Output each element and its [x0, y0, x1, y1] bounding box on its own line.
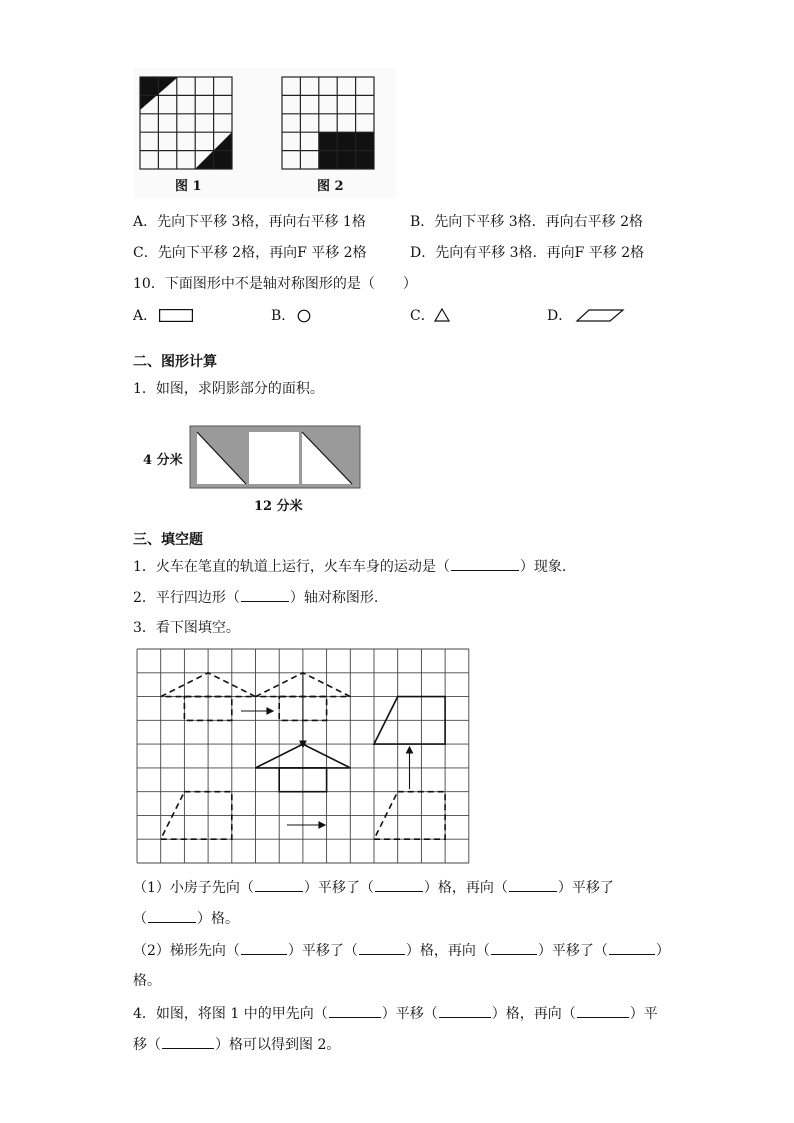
q10-option-a: A．	[133, 308, 158, 324]
q3-2-blank-1[interactable]	[241, 940, 287, 955]
q3-1-blank-4[interactable]	[148, 908, 196, 923]
q3-1-blank-2[interactable]	[375, 877, 423, 892]
q3-1-text-e: （	[133, 911, 147, 927]
triangle-shape-icon	[434, 308, 450, 322]
section-3-q3: 3．看下图填空。	[133, 620, 240, 636]
q4-text-a: 4．如图，将图 1 中的甲先向（	[133, 1006, 328, 1022]
q3-2-text-d: ）平移了（	[537, 943, 608, 959]
figure-1-caption: 图 1	[175, 179, 202, 194]
q3-sub1-line1	[133, 877, 614, 898]
parallelogram-shape-icon	[576, 309, 624, 322]
q10-option-d: D．	[547, 308, 573, 324]
q2-text-before: 2．平行四边形（	[133, 590, 240, 606]
q10-option-c: C．	[410, 308, 435, 324]
q3-1-text-a: （1）小房子先向（	[133, 880, 254, 896]
section-3-q2	[133, 587, 378, 608]
q9-option-c: C．先向下平移 2格，再向F 平移 2格	[133, 245, 367, 261]
q4-text-e: 移（	[133, 1037, 161, 1053]
q4-text-f: ）格可以得到图 2。	[215, 1037, 341, 1053]
width-label: 12 分米	[254, 499, 303, 514]
shaded-area-figure	[190, 426, 360, 488]
q3-sub2-line1	[133, 940, 670, 961]
q3-sub2-line2: 格。	[133, 973, 161, 989]
q4-text-c: ）格，再向（	[491, 1006, 576, 1022]
section-2-q1: 1．如图，求阴影部分的面积。	[133, 381, 324, 397]
q3-2-blank-4[interactable]	[609, 940, 655, 955]
q4-blank-4[interactable]	[162, 1034, 214, 1049]
q3-1-text-f: ）格。	[197, 911, 239, 927]
q3-2-text-c: ）格，再向（	[405, 943, 490, 959]
section-3-q4-line2	[133, 1034, 340, 1055]
height-label: 4 分米	[143, 453, 183, 468]
q3-1-blank-3[interactable]	[509, 877, 557, 892]
q4-blank-2[interactable]	[439, 1003, 491, 1018]
q3-2-text-a: （2）梯形先向（	[133, 943, 240, 959]
translation-grid-figure	[137, 649, 469, 863]
q3-1-text-d: ）平移了	[557, 880, 614, 896]
q3-2-text-e: ）	[655, 943, 670, 959]
q3-sub1-line2	[133, 908, 239, 929]
q2-text-after: ）轴对称图形.	[289, 590, 379, 606]
section-3-q4-line1	[133, 1003, 658, 1024]
q9-option-a: A．先向下平移 3格，再向右平移 1格	[133, 214, 366, 230]
q4-text-d: ）平	[629, 1006, 658, 1022]
q2-answer-blank[interactable]	[241, 587, 289, 602]
q3-1-blank-1[interactable]	[255, 877, 303, 892]
q9-option-b: B．先向下平移 3格．再向右平移 2格	[410, 214, 644, 230]
figure-1-grid	[140, 77, 232, 169]
q4-text-b: ）平移（	[381, 1006, 438, 1022]
q9-option-d: D．先向有平移 3格．再向F 平移 2格	[410, 245, 645, 261]
q10-option-b: B．	[271, 308, 296, 324]
q10-stem: 10．下面图形中不是轴对称图形的是（ ）	[133, 276, 417, 292]
section-3-q1	[133, 556, 566, 577]
q4-blank-3[interactable]	[577, 1003, 629, 1018]
q3-2-blank-3[interactable]	[491, 940, 537, 955]
rectangle-shape-icon	[159, 309, 193, 322]
q1-text-after: ）现象.	[519, 559, 567, 575]
q1-text-before: 1．火车在笔直的轨道上运行，火车车身的运动是（	[133, 559, 450, 575]
section-3-title: 三、填空题	[133, 532, 203, 548]
q1-answer-blank[interactable]	[451, 556, 519, 571]
q3-2-text-b: ）平移了（	[287, 943, 358, 959]
section-2-title: 二、图形计算	[133, 354, 217, 370]
figure-2-caption: 图 2	[317, 179, 344, 194]
q3-1-text-b: ）平移了（	[303, 880, 374, 896]
q4-blank-1[interactable]	[329, 1003, 381, 1018]
q3-2-blank-2[interactable]	[359, 940, 405, 955]
figure-2-grid	[282, 77, 374, 169]
q3-1-text-c: ）格，再向（	[423, 880, 508, 896]
circle-shape-icon	[297, 309, 311, 323]
